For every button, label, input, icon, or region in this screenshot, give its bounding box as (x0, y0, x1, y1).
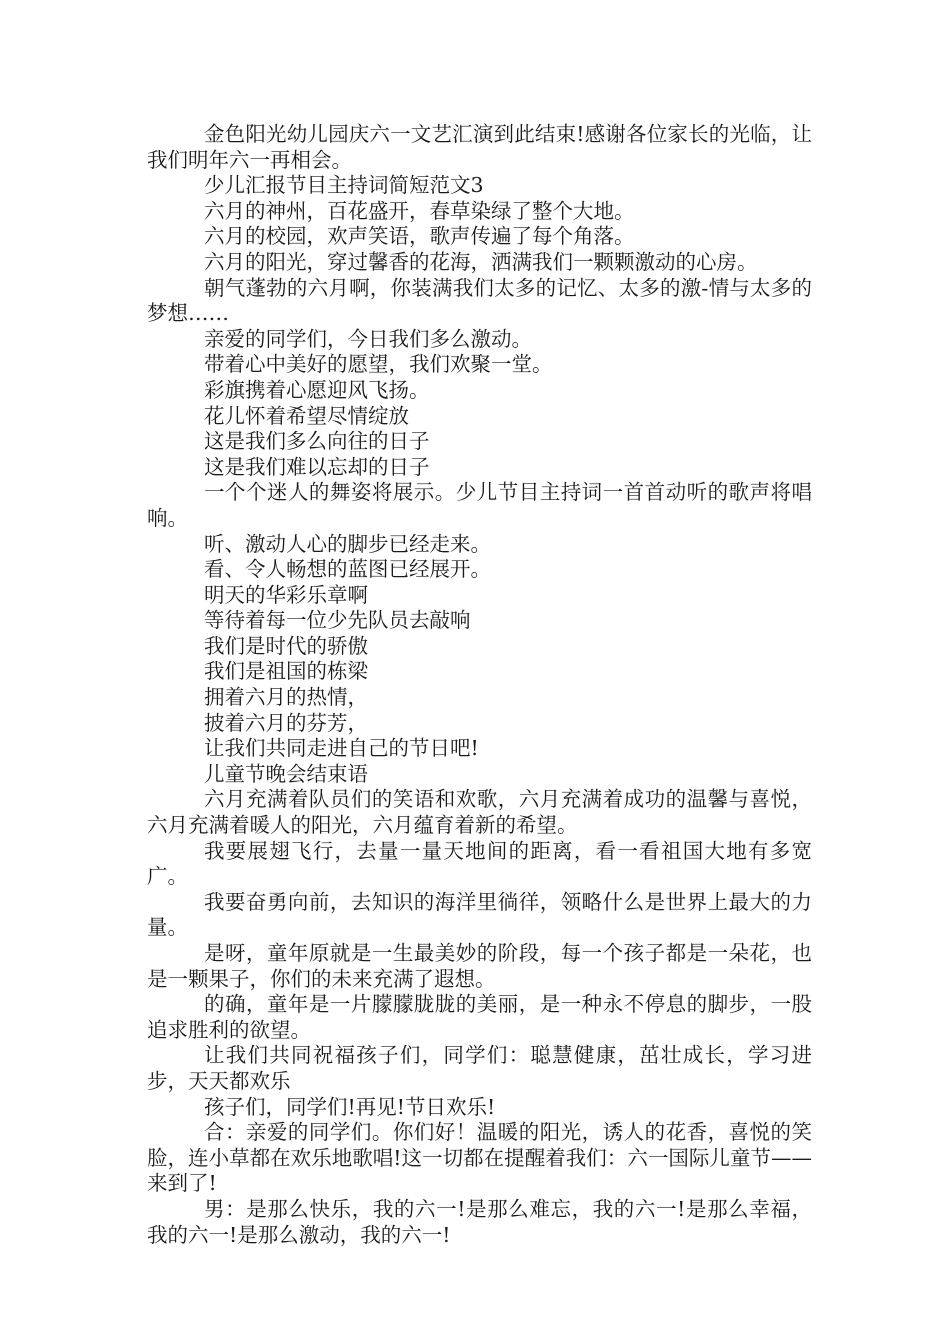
paragraph: 一个个迷人的舞姿将展示。少儿节目主持词一首首动听的歌声将唱响。 (147, 480, 812, 530)
paragraph: 等待着每一位少先队员去敲响 (203, 608, 471, 633)
paragraph: 我们是祖国的栋梁 (203, 659, 368, 684)
paragraph: 披着六月的芬芳， (203, 710, 368, 735)
paragraph: 花儿怀着希望尽情绽放 (203, 403, 409, 428)
paragraph: 带着心中美好的愿望，我们欢聚一堂。 (203, 352, 553, 377)
paragraph: 朝气蓬勃的六月啊，你装满我们太多的记忆、太多的激-情与太多的梦想…… (147, 275, 812, 326)
paragraph: 亲爱的同学们，今日我们多么激动。 (203, 326, 532, 351)
section-heading: 儿童节晚会结束语 (203, 761, 368, 786)
paragraph: 六月的神州，百花盛开，春草染绿了整个大地。 (203, 198, 635, 223)
paragraph: 听、激动人心的脚步已经走来。 (203, 531, 491, 556)
paragraph: 金色阳光幼儿园庆六一文艺汇演到此结束!感谢各位家长的光临，让我们明年六一再相会。 (147, 122, 812, 172)
paragraph: 的确，童年是一片朦朦胧胧的美丽，是一种永不停息的脚步，一股追求胜利的欲望。 (147, 992, 812, 1042)
document-body (147, 122, 812, 1248)
paragraph: 我要展翅飞行，去量一量天地间的距离，看一看祖国大地有多宽广。 (147, 838, 812, 889)
paragraph: 彩旗携着心愿迎风飞扬。 (203, 377, 430, 402)
paragraph: 明天的华彩乐章啊 (203, 582, 368, 607)
paragraph: 让我们共同走进自己的节日吧! (203, 736, 479, 761)
paragraph: 是呀，童年原就是一生最美妙的阶段，每一个孩子都是一朵花，也是一颗果子，你们的未来充满了遐想。 (147, 941, 812, 991)
paragraph: 六月充满着队员们的笑语和欢歌，六月充满着成功的温馨与喜悦，六月充满着暖人的阳光，六月蕴育着新的希望。 (147, 787, 812, 838)
paragraph: 我们是时代的骄傲 (203, 633, 368, 658)
paragraph: 看、令人畅想的蓝图已经展开。 (203, 557, 491, 582)
section-heading: 少儿汇报节目主持词简短范文3 (203, 173, 484, 198)
paragraph: 合：亲爱的同学们。你们好！温暖的阳光，诱人的花香，喜悦的笑脸，连小草都在欢乐地歌唱!这一切都在提醒着我们：六一国际儿童节——来到了! (147, 1120, 812, 1196)
paragraph: 拥着六月的热情， (203, 685, 368, 710)
paragraph: 男：是那么快乐，我的六一!是那么难忘，我的六一!是那么幸福，我的六一!是那么激动，我的六一! (147, 1196, 812, 1247)
paragraph: 让我们共同祝福孩子们，同学们：聪慧健康，茁壮成长，学习进步，天天都欢乐 (147, 1043, 812, 1093)
paragraph: 我要奋勇向前，去知识的海洋里徜徉，领略什么是世界上最大的力量。 (147, 889, 812, 940)
paragraph: 这是我们多么向往的日子 (203, 429, 430, 454)
paragraph: 六月的阳光，穿过馨香的花海，洒满我们一颗颗激动的心房。 (203, 249, 758, 274)
paragraph: 这是我们难以忘却的日子 (203, 454, 430, 479)
paragraph: 六月的校园，欢声笑语，歌声传遍了每个角落。 (203, 224, 635, 249)
paragraph: 孩子们，同学们!再见!节日欢乐! (203, 1094, 496, 1119)
